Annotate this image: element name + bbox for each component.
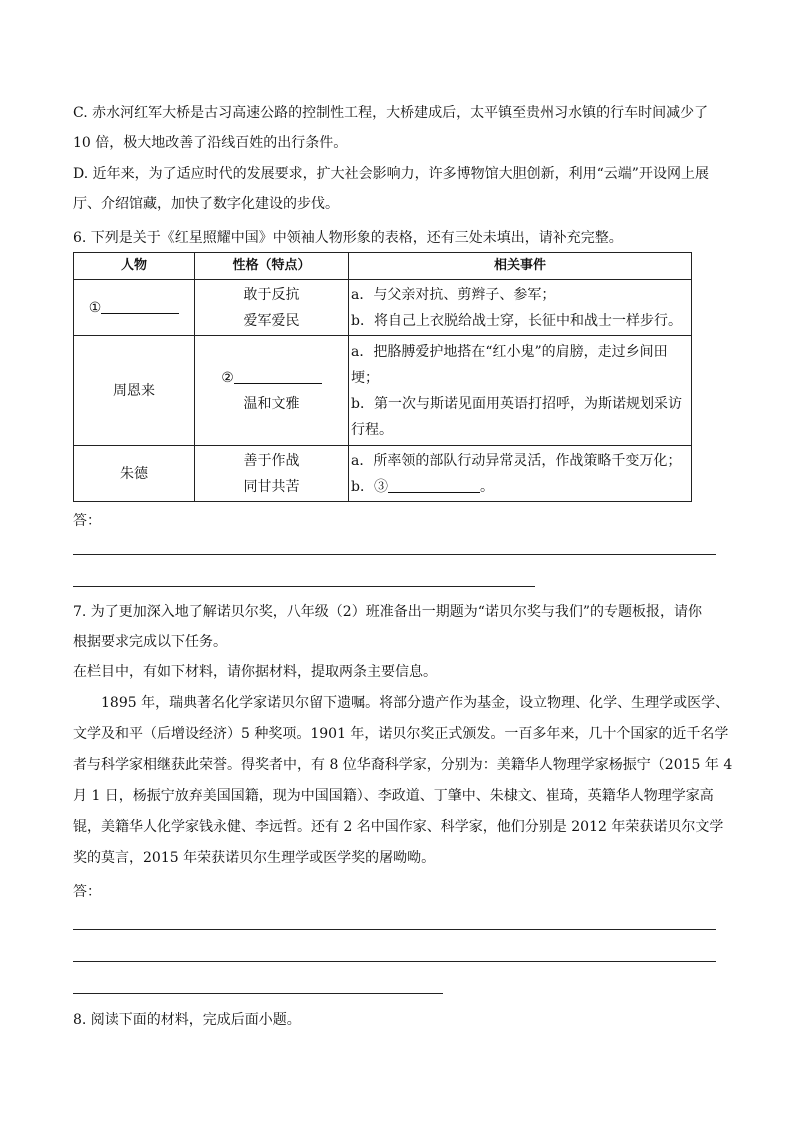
event-line-blank xyxy=(351,474,691,500)
events-cell xyxy=(349,280,692,336)
traits-cell xyxy=(195,446,349,502)
question-8-prompt: 8. 阅读下面的材料，完成后面小题。 xyxy=(73,1012,301,1028)
option-d-line-2: 厅、介绍馆藏，加快了数字化建设的步伐。 xyxy=(73,196,339,212)
material-line: 奖的莫言，2015 年荣获诺贝尔生理学或医学奖的屠呦呦。 xyxy=(73,850,436,866)
blank-3-field[interactable] xyxy=(388,476,480,493)
trait: 善于作战 xyxy=(243,452,300,469)
event-line: a．把胳膊爱护地搭在“红小鬼”的肩膀，走过乡间田 xyxy=(351,343,668,360)
trait: 温和文雅 xyxy=(243,395,300,412)
blank-2-field[interactable] xyxy=(234,367,322,384)
q7-answer-line-3[interactable] xyxy=(73,993,443,994)
traits-cell xyxy=(195,336,349,446)
q7-answer-label: 答： xyxy=(73,884,101,900)
person-cell: 周恩来 xyxy=(74,336,195,446)
trait: 同甘共苦 xyxy=(243,478,300,495)
header-person: 人物 xyxy=(74,253,195,280)
material-line: 锟，美籍华人化学家钱永健、李远哲。还有 2 名中国作家、科学家，他们分别是 2012 年荣获诺贝尔文学 xyxy=(73,819,724,835)
q6-answer-line-1[interactable] xyxy=(73,554,716,555)
material-line: 月 1 日，杨振宁放弃美国国籍，现为中国国籍）、李政道、丁肇中、朱棣文、崔琦，英籍华人物理学家高 xyxy=(73,788,714,804)
event-line: 行程。 xyxy=(351,421,393,438)
person-cell xyxy=(74,280,195,336)
question-6-prompt: 6. 下列是关于《红星照耀中国》中领袖人物形象的表格，还有三处未填出，请补充完整。 xyxy=(73,230,623,246)
blank-1-marker: ① xyxy=(88,299,102,316)
event-line: a．所率领的部队行动异常灵活，作战策略千变万化； xyxy=(351,452,682,469)
blank-1-field[interactable] xyxy=(101,297,179,314)
event-line: a．与父亲对抗、剪辫子、参军； xyxy=(351,286,556,303)
events-cell xyxy=(349,336,692,446)
trait-blank-line xyxy=(195,365,348,391)
blank-3-period: 。 xyxy=(479,478,494,495)
event-line: b．将自己上衣脱给战士穿，长征中和战士一样步行。 xyxy=(351,312,682,329)
q6-answer-label: 答： xyxy=(73,513,101,529)
header-events: 相关事件 xyxy=(349,253,692,280)
option-d-line-1: D. 近年来，为了适应时代的发展要求，扩大社会影响力，许多博物馆大胆创新，利用“云端”开设网上展 xyxy=(73,166,709,182)
person-cell: 朱德 xyxy=(74,446,195,502)
material-line: 1895 年，瑞典著名化学家诺贝尔留下遗嘱。将部分遗产作为基金，设立物理、化学、生理学或医学、 xyxy=(101,695,730,711)
question-7-task: 在栏目中，有如下材料，请你据材料，提取两条主要信息。 xyxy=(73,664,437,680)
material-line: 者与科学家相继获此荣誉。得奖者中，有 8 位华裔科学家，分别为：美籍华人物理学家杨振宁（2015 年 4 xyxy=(73,757,733,773)
traits-cell xyxy=(195,280,349,336)
table-row xyxy=(74,280,692,336)
q6-answer-line-2[interactable] xyxy=(73,586,535,587)
option-c-line-2: 10 倍，极大地改善了沿线百姓的出行条件。 xyxy=(73,135,348,151)
event-line: b．第一次与斯诺见面用英语打招呼，为斯诺规划采访 xyxy=(351,395,682,412)
material-line: 文学及和平（后增设经济）5 种奖项。1901 年，诺贝尔奖正式颁发。一百多年来，几十个国家的近千名学 xyxy=(73,726,729,742)
table-header-row xyxy=(74,253,692,280)
trait: 敢于反抗 xyxy=(243,286,300,303)
q7-answer-line-2[interactable] xyxy=(73,961,716,962)
events-cell xyxy=(349,446,692,502)
table-row xyxy=(74,446,692,502)
option-c-line-1: C. 赤水河红军大桥是古习高速公路的控制性工程，大桥建成后，太平镇至贵州习水镇的行车时间减少了 xyxy=(73,105,709,121)
trait: 爱军爱民 xyxy=(243,312,300,329)
table-row xyxy=(74,336,692,446)
event-line: 埂； xyxy=(351,369,379,386)
leader-traits-table xyxy=(73,252,692,502)
q7-answer-line-1[interactable] xyxy=(73,929,716,930)
blank-3-marker: b．③ xyxy=(351,478,388,495)
question-7-prompt-line-1: 7. 为了更加深入地了解诺贝尔奖，八年级（2）班准备出一期题为“诺贝尔奖与我们”的专题板报，请你 xyxy=(73,604,703,620)
header-traits: 性格（特点） xyxy=(195,253,349,280)
question-7-prompt-line-2: 根据要求完成以下任务。 xyxy=(73,634,227,650)
blank-2-marker: ② xyxy=(221,369,234,386)
